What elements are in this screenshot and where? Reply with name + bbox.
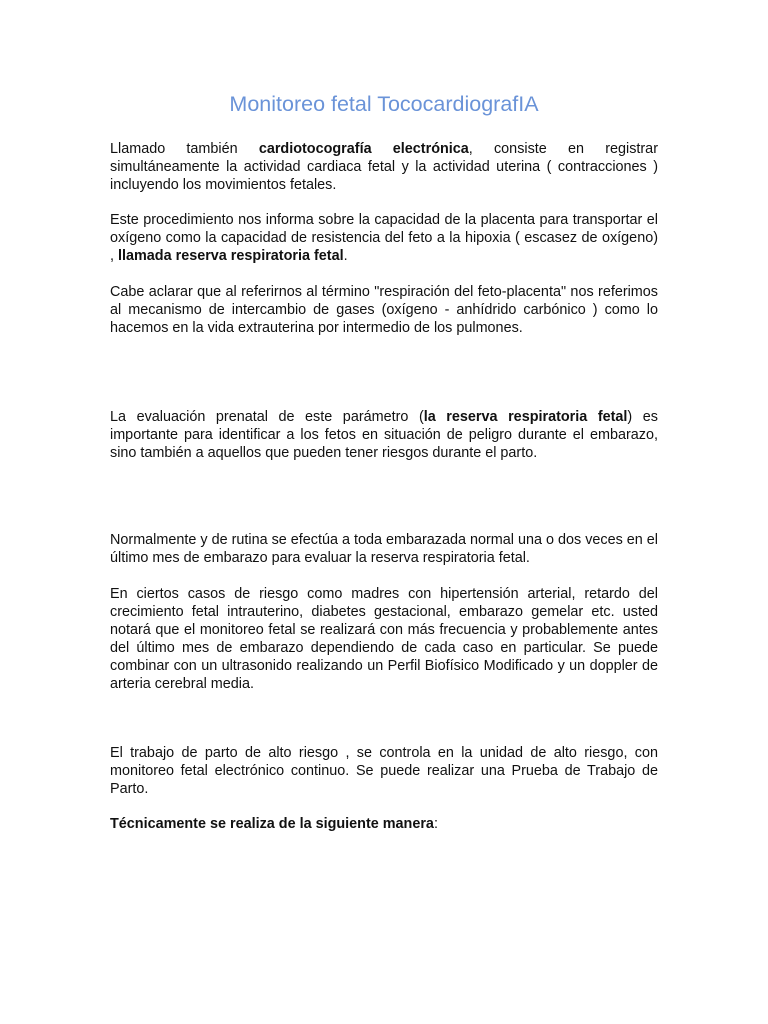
paragraph-text: Normalmente y de rutina se efectúa a toda embarazada normal una o dos veces en el último mes de embarazo para evaluar la reserva respiratoria fetal. (110, 532, 658, 566)
paragraph-technique-heading (110, 815, 658, 833)
paragraph-text: Este procedimiento nos informa sobre la capacidad de la placenta para transportar el oxígeno como la capacidad de resistencia del feto a la hipoxia ( escasez de oxígeno) , (110, 212, 658, 264)
paragraph-text: El trabajo de parto de alto riesgo , se controla en la unidad de alto riesgo, con monitoreo fetal electrónico continuo. Se puede realizar una Prueba de Trabajo de Parto. (110, 745, 658, 797)
paragraph-risk-cases (110, 585, 658, 693)
paragraph-text: : (433, 816, 438, 832)
paragraph-routine (110, 531, 658, 567)
document-title: Monitoreo fetal TococardiografIA (229, 92, 539, 116)
paragraph-high-risk-labor (110, 744, 658, 798)
paragraph-definition (110, 140, 658, 194)
bold-term: Técnicamente se realiza de la siguiente manera (110, 816, 434, 832)
bold-term: la reserva respiratoria fetal (423, 409, 628, 425)
paragraph-text: Cabe aclarar que al referirnos al término "respiración del feto-placenta" nos referimos al mecanismo de intercambio de gases (oxígeno - anhídrido carbónico ) como lo hacemos en la vida extrauterina por intermedio de los pulmones. (110, 284, 658, 336)
paragraph-text: . (343, 248, 348, 264)
paragraph-evaluation (110, 408, 658, 462)
paragraph-text: , consiste en registrar simultáneamente la actividad cardiaca fetal y la actividad uterina ( contracciones ) incluyendo los movimientos fetales. (110, 141, 658, 193)
bold-term: llamada reserva respiratoria fetal (118, 248, 344, 264)
paragraph-text: ) es importante para identificar a los fetos en situación de peligro durante el embarazo, sino también a aquellos que pueden tener riesgos durante el parto. (110, 409, 658, 461)
paragraph-text: En ciertos casos de riesgo como madres con hipertensión arterial, retardo del crecimiento fetal intrauterino, diabetes gestacional, embarazo gemelar etc. usted notará que el monitoreo fetal se realizará con más frecuencia y probablemente antes del último mes de embarazo dependiendo de cada caso en particular. Se puede combinar con un ultrasonido realizando un Perfil Biofísico Modificado y un doppler de arteria cerebral media. (110, 586, 658, 692)
paragraph-clarification (110, 283, 658, 337)
bold-term: cardiotocografía electrónica (258, 141, 469, 157)
paragraph-text: Llamado también (110, 141, 259, 157)
paragraph-text: La evaluación prenatal de este parámetro ( (110, 409, 424, 425)
paragraph-procedure (110, 211, 658, 265)
